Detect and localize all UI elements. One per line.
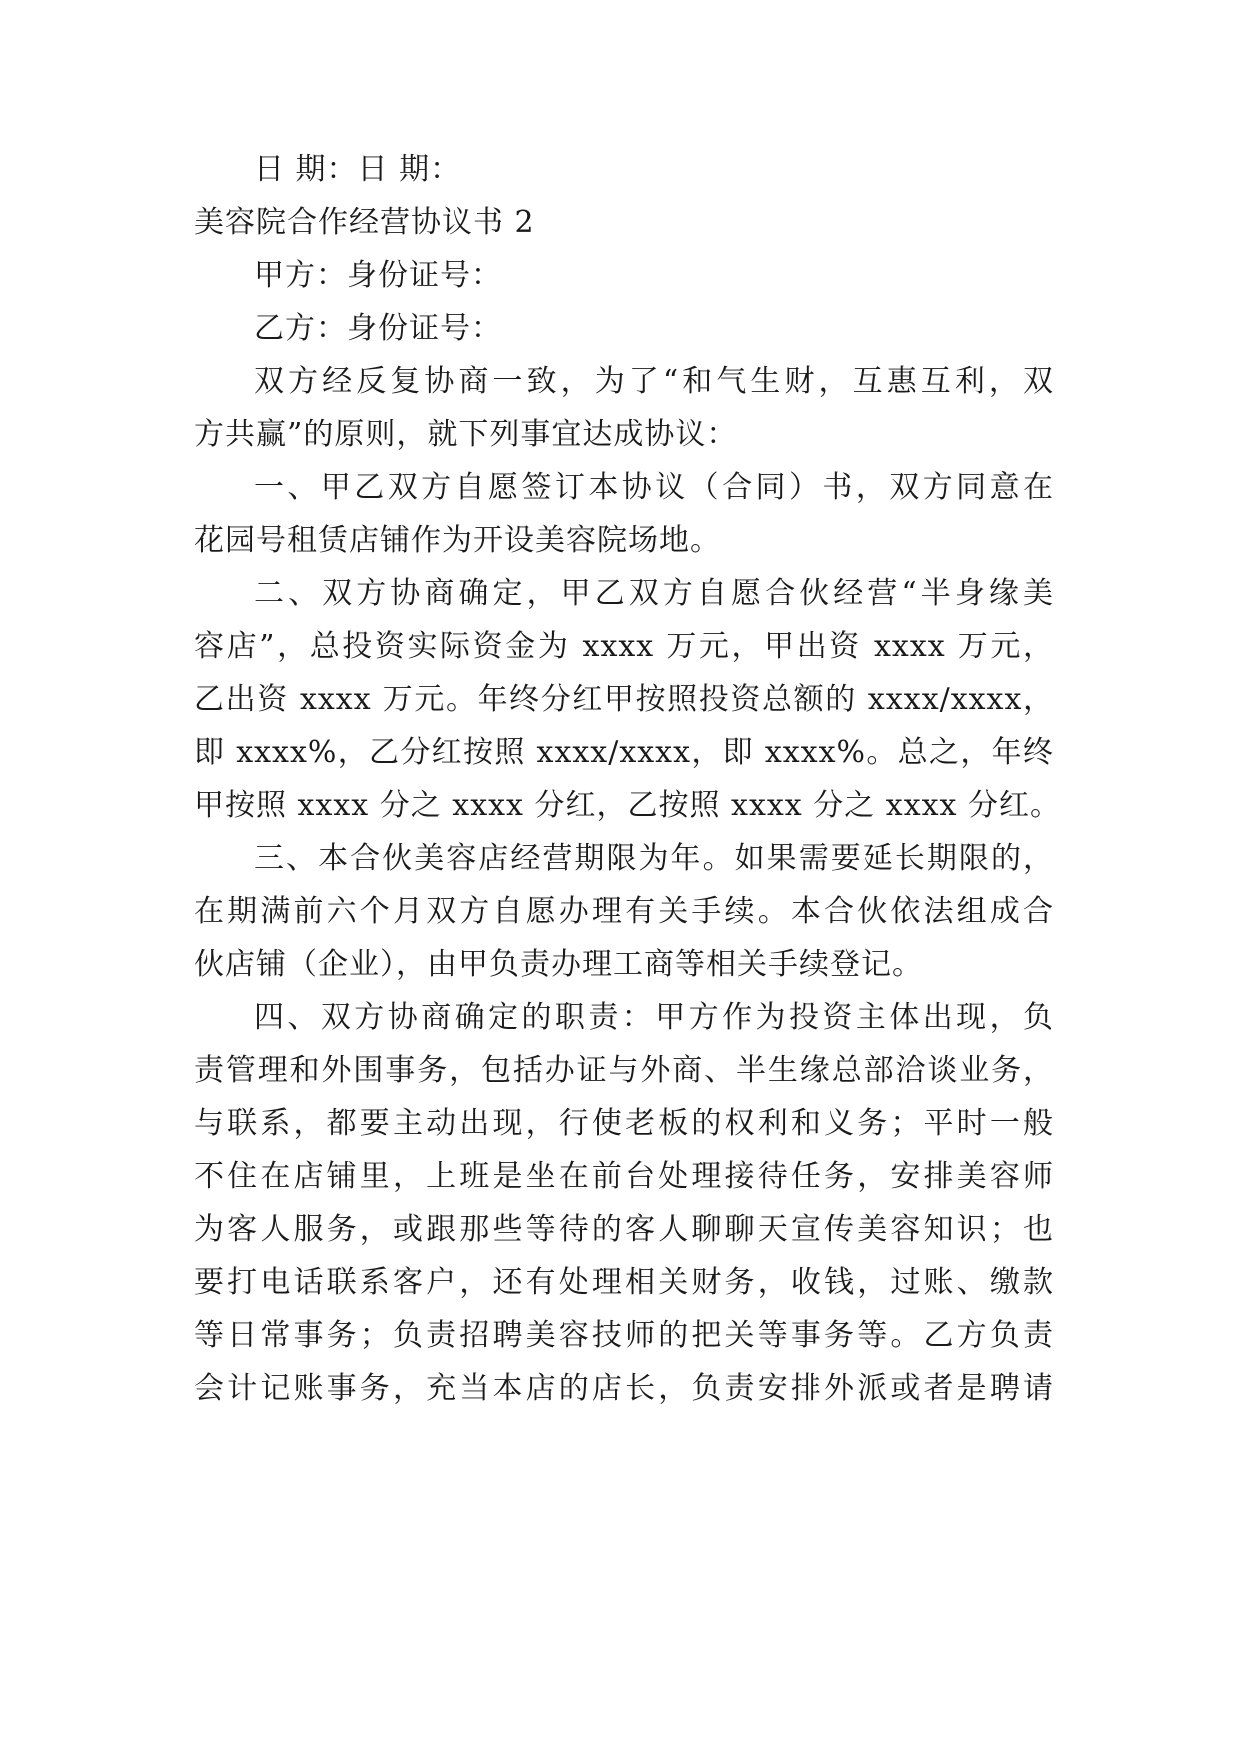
party-a-line: 甲方：身份证号： bbox=[254, 258, 502, 293]
paragraph-line: 容店”，总投资实际资金为 xxxx 万元，甲出资 xxxx 万元， bbox=[194, 629, 1054, 664]
paragraph-line: 花园号租赁店铺作为开设美容院场地。 bbox=[194, 523, 721, 558]
paragraph-line: 四、双方协商确定的职责：甲方作为投资主体出现，负 bbox=[254, 1000, 1054, 1035]
paragraph-line: 责管理和外围事务，包括办证与外商、半生缘总部洽谈业务， bbox=[194, 1053, 1054, 1088]
paragraph-line: 即 xxxx%，乙分红按照 xxxx/xxxx，即 xxxx%。总之，年终 bbox=[194, 735, 1054, 770]
paragraph-line: 要打电话联系客户，还有处理相关财务，收钱，过账、缴款 bbox=[194, 1265, 1054, 1300]
paragraph-line: 二、双方协商确定，甲乙双方自愿合伙经营“半身缘美 bbox=[254, 576, 1054, 611]
party-b-line: 乙方：身份证号： bbox=[254, 311, 502, 346]
paragraph-line: 甲按照 xxxx 分之 xxxx 分红，乙按照 xxxx 分之 xxxx 分红。 bbox=[194, 788, 1061, 823]
paragraph-line: 会计记账事务，充当本店的店长，负责安排外派或者是聘请 bbox=[194, 1371, 1054, 1406]
paragraph-line: 等日常事务；负责招聘美容技师的把关等事务等。乙方负责 bbox=[194, 1318, 1054, 1353]
paragraph-line: 为客人服务，或跟那些等待的客人聊聊天宣传美容知识；也 bbox=[194, 1212, 1054, 1247]
paragraph-line: 在期满前六个月双方自愿办理有关手续。本合伙依法组成合 bbox=[194, 894, 1054, 929]
paragraph-line: 伙店铺（企业），由甲负责办理工商等相关手续登记。 bbox=[194, 947, 923, 982]
paragraph-line: 与联系，都要主动出现，行使老板的权利和义务；平时一般 bbox=[194, 1106, 1054, 1141]
paragraph-line: 乙出资 xxxx 万元。年终分红甲按照投资总额的 xxxx/xxxx， bbox=[194, 682, 1054, 717]
paragraph-line: 双方经反复协商一致，为了“和气生财，互惠互利，双 bbox=[254, 364, 1054, 399]
agreement-title: 美容院合作经营协议书 2 bbox=[194, 205, 535, 240]
paragraph-line: 不住在店铺里，上班是坐在前台处理接待任务，安排美容师 bbox=[194, 1159, 1054, 1194]
paragraph-line: 方共赢”的原则，就下列事宜达成协议： bbox=[194, 417, 738, 452]
paragraph-line: 一、甲乙双方自愿签订本协议（合同）书，双方同意在 bbox=[254, 470, 1054, 505]
paragraph-line: 三、本合伙美容店经营期限为年。如果需要延长期限的， bbox=[254, 841, 1054, 876]
date-line: 日 期：日 期： bbox=[254, 152, 462, 187]
